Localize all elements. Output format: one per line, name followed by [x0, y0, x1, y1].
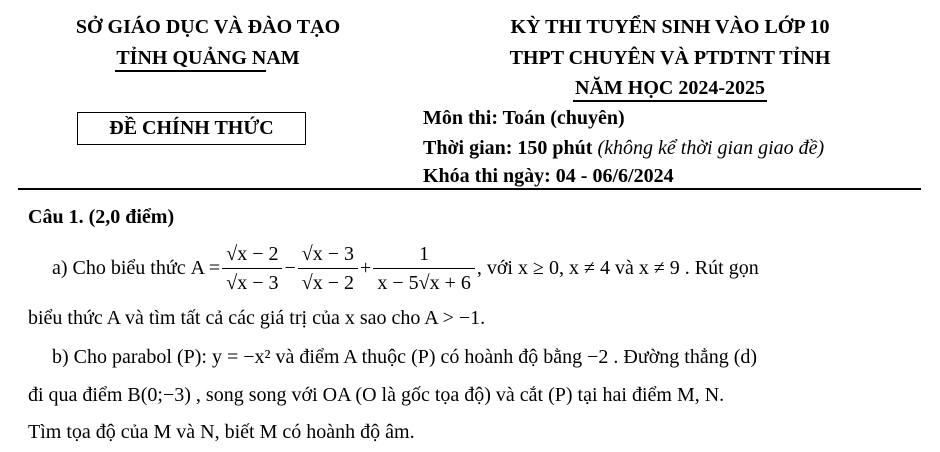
- fraction-1-denominator: √x − 3: [222, 268, 282, 295]
- question-1b-line2: đi qua điểm B(0;−3) , song song với OA (O là gốc tọa độ) và cắt (P) tại hai điểm M, N.: [28, 384, 725, 406]
- question-1b-line1: b) Cho parabol (P): y = −x² và điểm A thuộc (P) có hoành độ bằng −2 . Đường thẳng (d): [52, 346, 758, 368]
- fraction-3-numerator: 1: [419, 242, 430, 265]
- department-name: SỞ GIÁO DỤC VÀ ĐÀO TẠO: [75, 16, 341, 38]
- subject-label: Môn thi: Toán (chuyên): [423, 107, 625, 129]
- exam-title: KỲ THI TUYỂN SINH VÀO LỚP 10: [510, 16, 830, 38]
- official-exam-stamp: [77, 112, 306, 145]
- fraction-2-numerator: √x − 3: [301, 242, 355, 265]
- time-label: Thời gian: 150 phút: [423, 137, 593, 159]
- question-1b-line3: Tìm tọa độ của M và N, biết M có hoành độ âm.: [28, 421, 415, 443]
- expression-lhs: A =: [190, 257, 221, 279]
- fraction-1-numerator: √x − 2: [226, 242, 279, 265]
- official-label: ĐỀ CHÍNH THỨC: [109, 117, 274, 139]
- time-note: (không kể thời gian giao đề): [597, 137, 825, 159]
- fraction-1: [222, 242, 282, 295]
- school-name: THPT CHUYÊN VÀ PTDTNT TỈNH: [509, 47, 831, 69]
- question-1-title: Câu 1. (2,0 điểm): [28, 206, 175, 228]
- subject-line: [423, 106, 625, 130]
- fraction-3: [373, 242, 475, 295]
- question-1a-intro: a) Cho biểu thức: [52, 257, 186, 279]
- question-1a-line2: biểu thức A và tìm tất cả các giá trị của x sao cho A > −1.: [28, 307, 486, 329]
- time-line: [423, 136, 824, 160]
- header-divider: [18, 188, 921, 190]
- year-underline: [573, 100, 767, 102]
- date-line: [423, 164, 674, 188]
- fraction-3-denominator: x − 5√x + 6: [373, 268, 475, 295]
- fraction-2-denominator: √x − 2: [298, 268, 358, 295]
- province-underline: [115, 70, 266, 72]
- date-label: Khóa thi ngày: 04 - 06/6/2024: [423, 165, 674, 187]
- question-1a-line1: a) Cho biểu thức A = $\frac{√x - 2}{√x - 3}$ − $\frac{√x - 3}{√x - 2}$ + $\frac{1}{x - 5√x + 6}$ , với x ≥ 0, x ≠ 4 và x ≠ 9 . Rút gọn: [52, 242, 759, 294]
- province-name: TỈNH QUẢNG NAM: [116, 47, 300, 69]
- question-1a-conditions: , với x ≥ 0, x ≠ 4 và x ≠ 9 . Rút gọn: [476, 257, 759, 279]
- school-year: NĂM HỌC 2024-2025: [575, 77, 765, 99]
- fraction-2: [298, 242, 358, 295]
